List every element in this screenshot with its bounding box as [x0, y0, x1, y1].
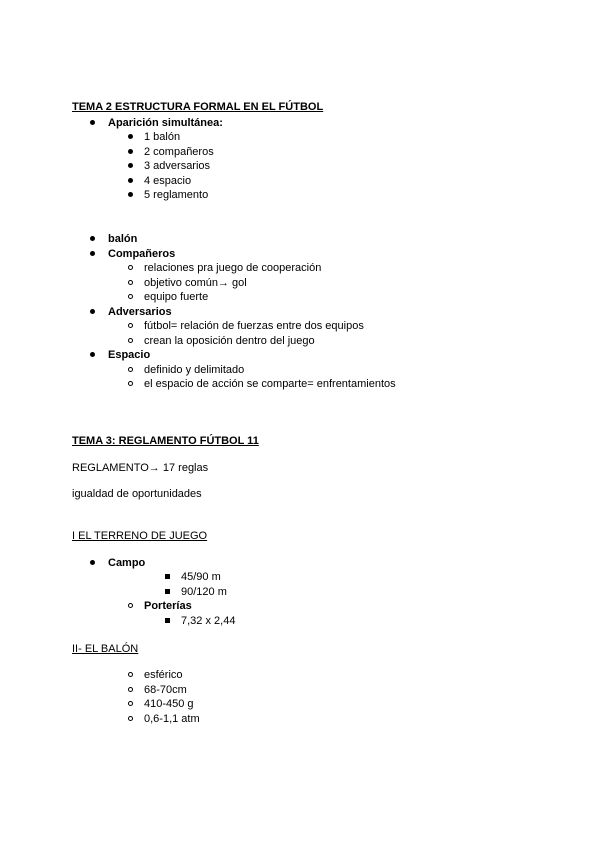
list-item: objetivo común→ gol [144, 277, 247, 289]
bullet-icon [128, 163, 133, 168]
list-item: 68-70cm [144, 684, 187, 696]
list-item: el espacio de acción se comparte= enfrentamientos [144, 378, 396, 390]
tema2-title: TEMA 2 ESTRUCTURA FORMAL EN EL FÚTBOL [72, 101, 324, 113]
list-item: definido y delimitado [144, 364, 245, 376]
list-item: fútbol= relación de fuerzas entre dos equipos [144, 320, 364, 332]
list-item: 5 reglamento [144, 189, 209, 201]
circle-bullet-icon [128, 294, 133, 299]
list-item: 7,32 x 2,44 [181, 615, 236, 627]
circle-bullet-icon [128, 280, 133, 285]
circle-bullet-icon [128, 672, 133, 677]
bullet-icon [90, 560, 95, 565]
circle-bullet-icon [128, 716, 133, 721]
list-item: esférico [144, 669, 183, 681]
circle-bullet-icon [128, 381, 133, 386]
square-bullet-icon [165, 574, 170, 579]
circle-bullet-icon [128, 701, 133, 706]
list-item: 4 espacio [144, 175, 192, 187]
bullet-icon [128, 192, 133, 197]
porterias-heading: Porterías [144, 600, 192, 612]
tema3-title: TEMA 3: REGLAMENTO FÚTBOL 11 [72, 435, 259, 447]
list-item: 410-450 g [144, 698, 194, 710]
bullet-icon [90, 120, 95, 125]
list-item: 2 compañeros [144, 146, 214, 158]
bullet-icon [90, 309, 95, 314]
list-item: 90/120 m [181, 586, 227, 598]
circle-bullet-icon [128, 338, 133, 343]
terreno-title: I EL TERRENO DE JUEGO [72, 530, 208, 542]
balon-title: II- EL BALÓN [72, 643, 139, 655]
list-item: 1 balón [144, 131, 181, 143]
bullet-icon [90, 352, 95, 357]
square-bullet-icon [165, 618, 170, 623]
list-item: 45/90 m [181, 571, 221, 583]
companeros-heading: Compañeros [108, 248, 176, 260]
list-item: crean la oposición dentro del juego [144, 335, 315, 347]
aparicion-heading: Aparición simultánea: [108, 117, 223, 129]
list-item: equipo fuerte [144, 291, 209, 303]
bullet-icon [90, 236, 95, 241]
reglamento-text: REGLAMENTO→ 17 reglas [72, 462, 209, 474]
circle-bullet-icon [128, 687, 133, 692]
campo-heading: Campo [108, 557, 146, 569]
list-item: 3 adversarios [144, 160, 211, 172]
espacio-heading: Espacio [108, 349, 151, 361]
bullet-icon [128, 149, 133, 154]
igualdad-text: igualdad de oportunidades [72, 488, 202, 500]
square-bullet-icon [165, 589, 170, 594]
adversarios-heading: Adversarios [108, 306, 172, 318]
circle-bullet-icon [128, 265, 133, 270]
circle-bullet-icon [128, 603, 133, 608]
list-item: 0,6-1,1 atm [144, 713, 200, 725]
circle-bullet-icon [128, 323, 133, 328]
bullet-icon [128, 134, 133, 139]
circle-bullet-icon [128, 367, 133, 372]
bullet-icon [90, 251, 95, 256]
balon-heading: balón [108, 233, 138, 245]
list-item: relaciones pra juego de cooperación [144, 262, 322, 274]
bullet-icon [128, 178, 133, 183]
